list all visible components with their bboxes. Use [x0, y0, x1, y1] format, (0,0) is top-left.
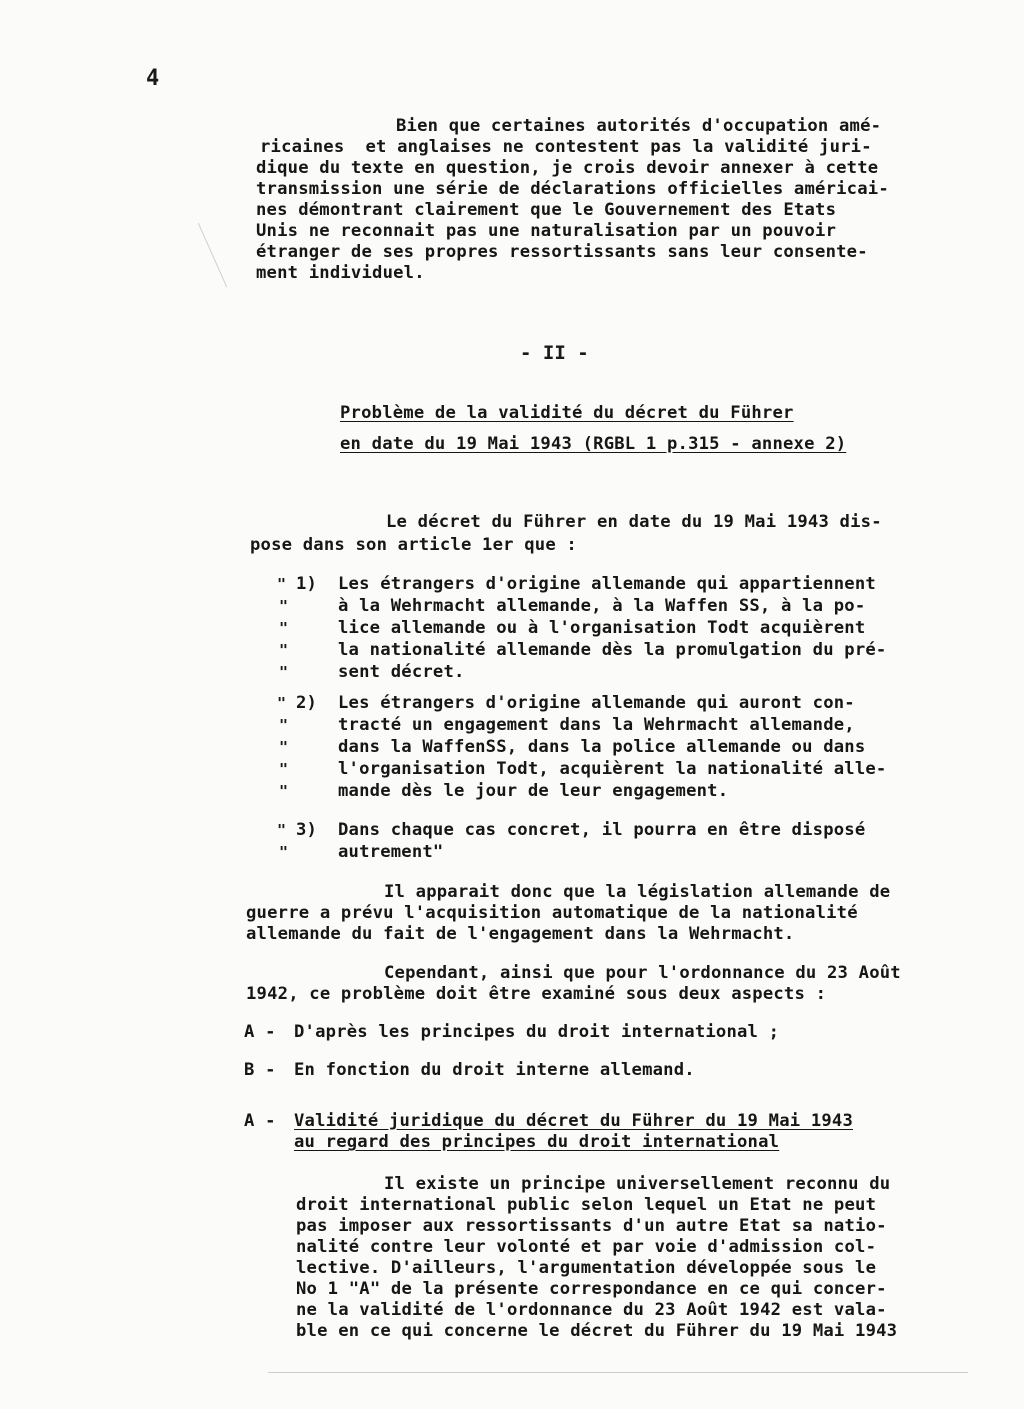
- article-point-line: lice allemande ou à l'organisation Todt acquièrent: [338, 618, 866, 638]
- quote-mark: ": [279, 760, 289, 778]
- conclusion-line: guerre a prévu l'acquisition automatique de la nationalité: [246, 903, 858, 923]
- aspect-text: En fonction du droit interne allemand.: [294, 1060, 695, 1080]
- final-paragraph-line: lective. D'ailleurs, l'argumentation développée sous le: [296, 1258, 877, 1278]
- aspect-letter: A -: [244, 1022, 276, 1042]
- quote-mark: ": [279, 619, 289, 637]
- article-point-line: l'organisation Todt, acquièrent la nationalité alle-: [338, 759, 887, 779]
- article-point-line: à la Wehrmacht allemande, à la Waffen SS, à la po-: [338, 596, 866, 616]
- intro-line: ricaines et anglaises ne contestent pas la validité juri-: [260, 137, 872, 157]
- final-paragraph-line: Il existe un principe universellement reconnu du: [384, 1174, 891, 1194]
- scan-artifact: [198, 223, 227, 287]
- article-point-line: autrement": [338, 842, 444, 862]
- quote-mark: ": [279, 738, 289, 756]
- article-point-line: la nationalité allemande dès la promulgation du pré-: [338, 640, 887, 660]
- article-point-line: Les étrangers d'origine allemande qui auront con-: [338, 693, 855, 713]
- quote-mark: ": [279, 782, 289, 800]
- aspect-text: D'après les principes du droit international ;: [294, 1022, 780, 1042]
- article-point-line: tracté un engagement dans la Wehrmacht allemande,: [338, 715, 855, 735]
- article-point-line: mande dès le jour de leur engagement.: [338, 781, 729, 801]
- section-heading-line: Problème de la validité du décret du Führer: [340, 403, 794, 423]
- article-point-label: 3): [296, 820, 318, 840]
- aspects-intro-line: 1942, ce problème doit être examiné sous deux aspects :: [246, 984, 827, 1004]
- conclusion-line: allemande du fait de l'engagement dans la Wehrmacht.: [246, 924, 795, 944]
- quote-mark: ": [277, 694, 287, 712]
- conclusion-line: Il apparait donc que la législation allemande de: [384, 882, 891, 902]
- intro-line: nes démontrant clairement que le Gouvernement des Etats: [256, 200, 837, 220]
- decree-intro-line: pose dans son article 1er que :: [250, 535, 577, 555]
- article-point-line: sent décret.: [338, 662, 465, 682]
- quote-mark: ": [277, 575, 287, 593]
- article-point-line: dans la WaffenSS, dans la police allemande ou dans: [338, 737, 866, 757]
- quote-mark: ": [279, 663, 289, 681]
- final-paragraph-line: nalité contre leur volonté et par voie d'admission col-: [296, 1237, 877, 1257]
- final-paragraph-line: droit international public selon lequel un Etat ne peut: [296, 1195, 877, 1215]
- intro-line: dique du texte en question, je crois devoir annexer à cette: [256, 158, 879, 178]
- page-number: 4: [146, 66, 160, 91]
- article-point-label: 1): [296, 574, 318, 594]
- final-paragraph-line: No 1 "A" de la présente correspondance en ce qui concer-: [296, 1279, 887, 1299]
- decree-intro-line: Le décret du Führer en date du 19 Mai 1943 dis-: [386, 512, 882, 532]
- article-point-line: Les étrangers d'origine allemande qui appartiennent: [338, 574, 876, 594]
- intro-line: Unis ne reconnait pas une naturalisation par un pouvoir: [256, 221, 837, 241]
- intro-line: transmission une série de déclarations officielles américai-: [256, 179, 889, 199]
- section-number: - II -: [520, 342, 589, 364]
- aspect-letter: B -: [244, 1060, 276, 1080]
- scan-artifact: [268, 1372, 968, 1373]
- quote-mark: ": [279, 597, 289, 615]
- intro-line: Bien que certaines autorités d'occupation amé-: [396, 116, 882, 136]
- intro-line: ment individuel.: [256, 263, 425, 283]
- quote-mark: ": [279, 843, 289, 861]
- final-paragraph-line: ne la validité de l'ordonnance du 23 Août 1942 est vala-: [296, 1300, 887, 1320]
- section-heading-line: en date du 19 Mai 1943 (RGBL 1 p.315 - annexe 2): [340, 434, 847, 454]
- final-paragraph-line: ble en ce qui concerne le décret du Führer du 19 Mai 1943: [296, 1321, 898, 1341]
- article-point-label: 2): [296, 693, 318, 713]
- aspects-intro-line: Cependant, ainsi que pour l'ordonnance du 23 Août: [384, 963, 901, 983]
- quote-mark: ": [277, 821, 287, 839]
- quote-mark: ": [279, 716, 289, 734]
- article-point-line: Dans chaque cas concret, il pourra en être disposé: [338, 820, 866, 840]
- subsection-heading-line: au regard des principes du droit international: [294, 1132, 780, 1152]
- quote-mark: ": [279, 641, 289, 659]
- subsection-heading-line: Validité juridique du décret du Führer du 19 Mai 1943: [294, 1111, 854, 1131]
- intro-line: étranger de ses propres ressortissants sans leur consente-: [256, 242, 868, 262]
- subsection-letter: A -: [244, 1111, 276, 1131]
- final-paragraph-line: pas imposer aux ressortissants d'un autre Etat sa natio-: [296, 1216, 887, 1236]
